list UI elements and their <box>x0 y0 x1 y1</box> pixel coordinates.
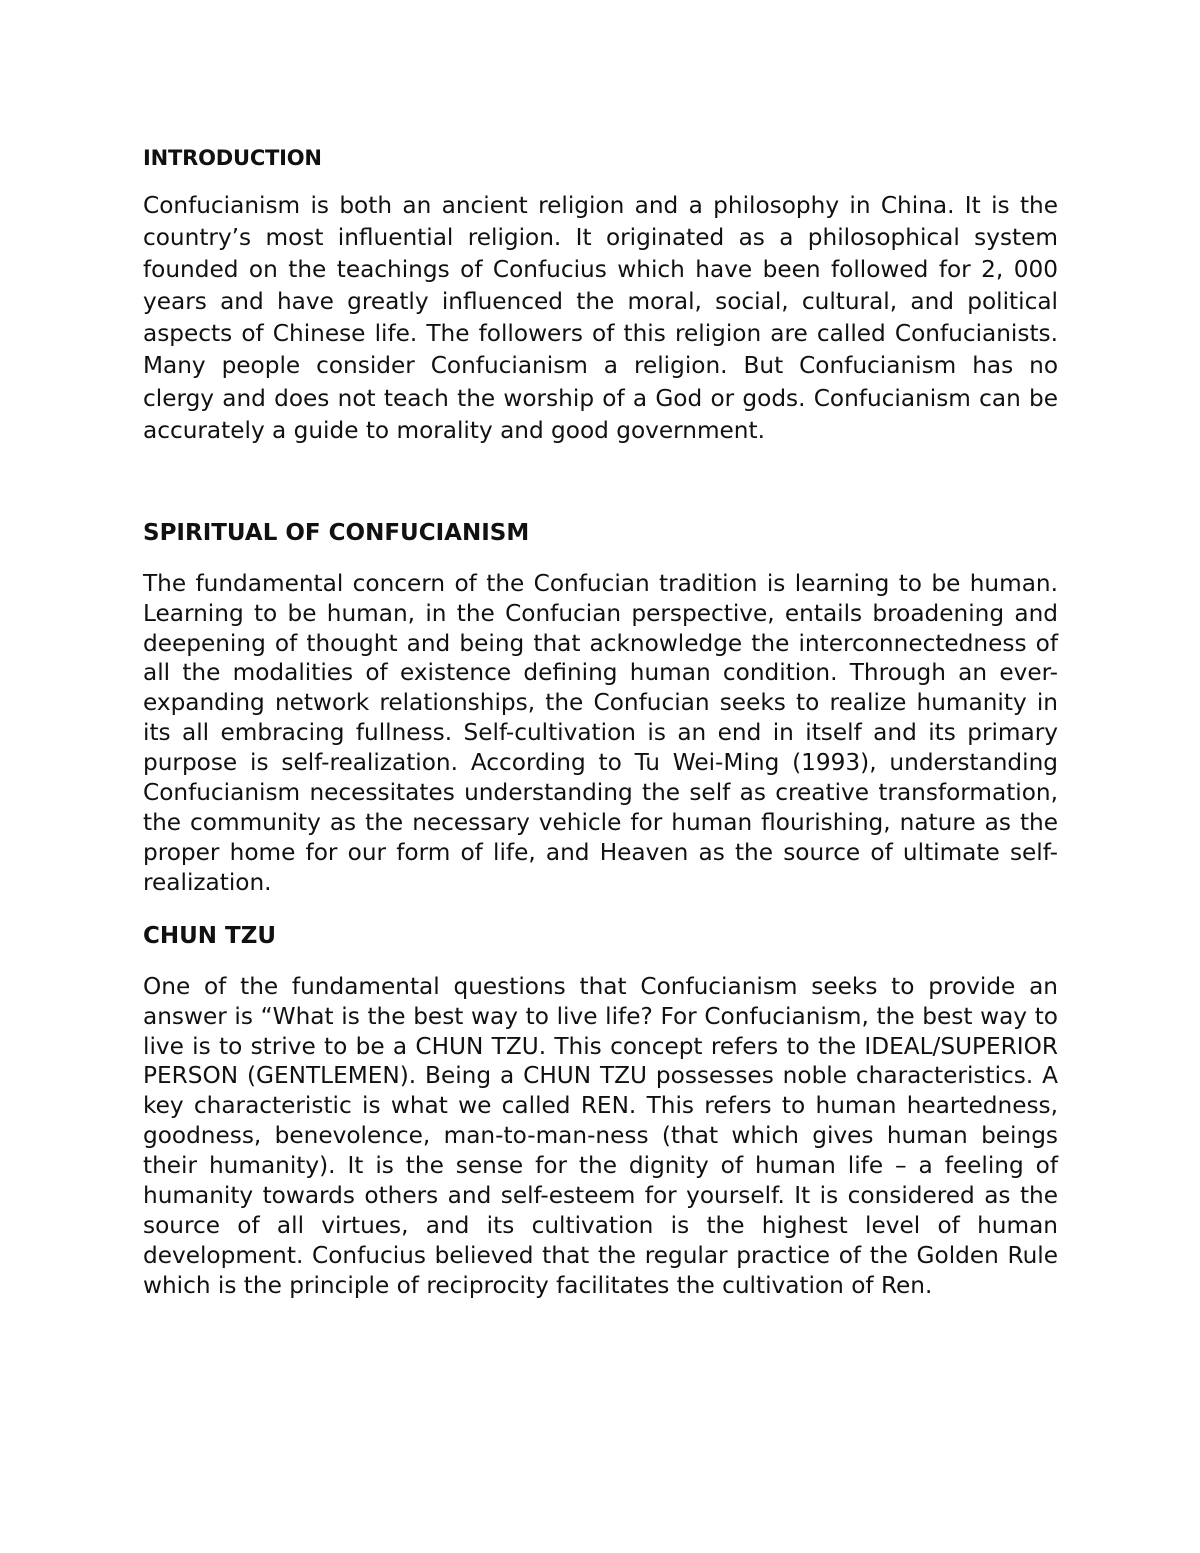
heading-introduction: INTRODUCTION <box>143 146 322 170</box>
heading-spiritual-of-confucianism: SPIRITUAL OF CONFUCIANISM <box>143 519 530 546</box>
paragraph-spiritual-of-confucianism: The fundamental concern of the Confucian tradition is learning to be human. Learning to be human, in the Confucian perspective, entails broadening and deepening of thought and being that acknowledge the interconnectedness of all the modalities of existence defining human condition. Through an ever-expanding network relationships, the Confucian seeks to realize humanity in its all embracing fullness. Self-cultivation is an end in itself and its primary purpose is self-realization. According to Tu Wei-Ming (1993), understanding Confucianism necessitates understanding the self as creative transformation, the community as the necessary vehicle for human flourishing, nature as the proper home for our form of life, and Heaven as the source of ultimate self-realization. <box>143 569 1058 896</box>
document-content <box>143 140 1058 1301</box>
paragraph-introduction: Confucianism is both an ancient religion and a philosophy in China. It is the country’s most influential religion. It originated as a philosophical system founded on the teachings of Confucius which have been followed for 2, 000 years and have greatly influenced the moral, social, cultural, and political aspects of Chinese life. The followers of this religion are called Confucianists. Many people consider Confucianism a religion. But Confucianism has no clergy and does not teach the worship of a God or gods. Confucianism can be accurately a guide to morality and good government. <box>143 192 1058 444</box>
paragraph-chun-tzu: One of the fundamental questions that Confucianism seeks to provide an answer is “What is the best way to live life? For Confucianism, the best way to live is to strive to be a CHUN TZU. This concept refers to the IDEAL/SUPERIOR PERSON (GENTLEMEN). Being a CHUN TZU possesses noble characteristics. A key characteristic is what we called REN. This refers to human heartedness, goodness, benevolence, man-to-man-ness (that which gives human beings their humanity). It is the sense for the dignity of human life – a feeling of humanity towards others and self-esteem for yourself. It is considered as the source of all virtues, and its cultivation is the highest level of human development. Confucius believed that the regular practice of the Golden Rule which is the principle of reciprocity facilitates the cultivation of Ren. <box>143 972 1058 1299</box>
heading-chun-tzu: CHUN TZU <box>143 922 277 949</box>
